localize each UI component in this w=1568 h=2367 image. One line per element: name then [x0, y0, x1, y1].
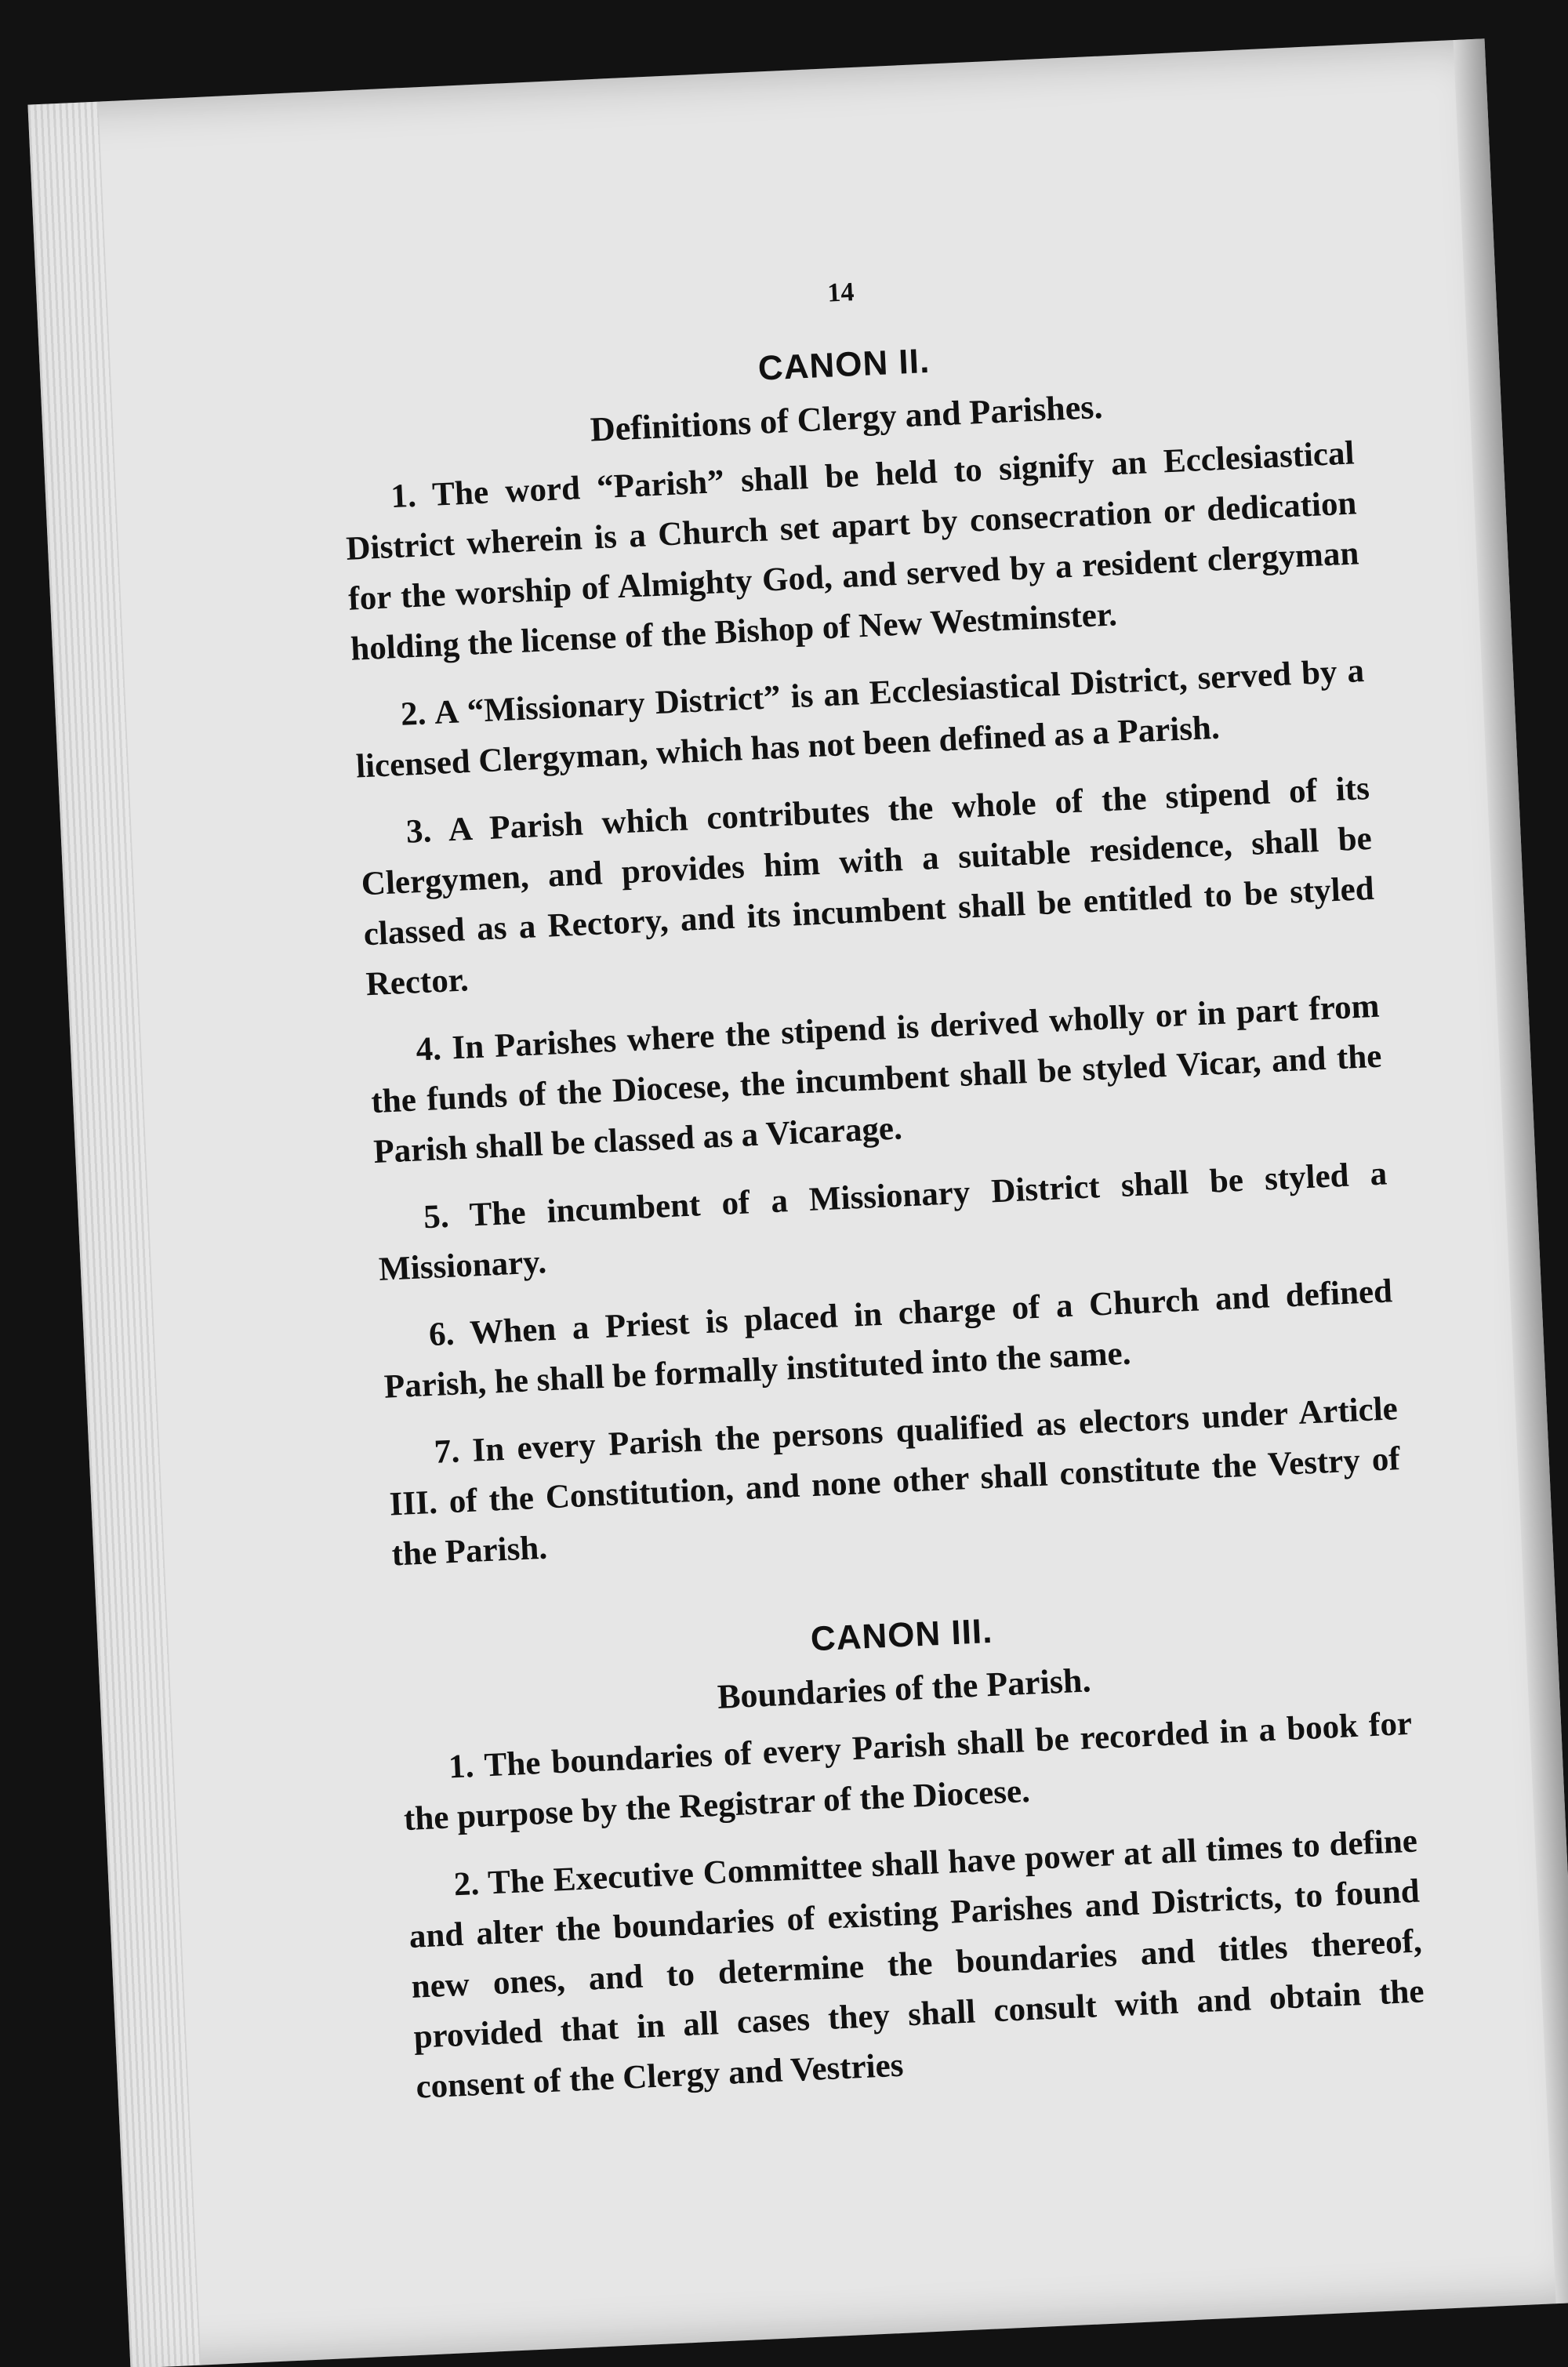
canon-iii-heading: CANON III. — [809, 1611, 994, 1659]
canon-ii-subtitle: Definitions of Clergy and Parishes. — [589, 387, 1104, 449]
canon-iii-paragraph-2: 2. The Executive Committee shall have power at all times to define and alter the boundaries of existing Parishes and Districts, to found new ones, and to determine the boundaries and titles thereof, provided that in all cases they shall consult with and obtain the consent of the Clergy and Vestries — [408, 1822, 1425, 2106]
canon-ii-paragraph-3: 3. A Parish which contributes the whole of the stipend of its Clergymen, and provides him with a suitable residence, shall be classed as a Rectory, and its incumbent shall be entitled to be styled Rector. — [360, 769, 1375, 1004]
canon-ii-heading: CANON II. — [757, 341, 931, 388]
page-edges — [27, 102, 201, 2367]
canon-iii-paragraph-1: 1. The boundaries of every Parish shall be recorded in a book for the purpose by the Registrar of the Diocese. — [403, 1704, 1413, 1839]
canon-ii-paragraph-1: 1. The word “Parish” shall be held to signify an Ecclesiastical District wherein is a Church set apart by consecration or dedication for the worship of Almighty God, and served by a resident clergyman holding the license of the Bishop of New Westminster. — [345, 434, 1360, 668]
canon-ii-paragraph-2: 2. A “Missionary District” is an Ecclesiastical District, served by a licensed Clergyman, which has not been defined as a Parish. — [355, 652, 1365, 786]
canon-ii-paragraph-4: 4. In Parishes where the stipend is derived wholly or in part from the funds of the Diocese, the incumbent shall be styled Vicar, and the Parish shall be classed as a Vicarage. — [370, 987, 1383, 1171]
page-number: 14 — [826, 278, 855, 308]
canon-ii-paragraph-5: 5. The incumbent of a Missionary District shall be styled a Missionary. — [378, 1155, 1388, 1288]
binding-strip — [1454, 38, 1568, 2303]
canon-ii-paragraph-7: 7. In every Parish the persons qualified as electors under Article III. of the Constitution, and none other shall constitute the Vestry of the Parish. — [388, 1390, 1401, 1574]
canon-iii-subtitle: Boundaries of the Parish. — [716, 1661, 1092, 1716]
book-page — [27, 38, 1568, 2367]
canon-ii-paragraph-6: 6. When a Priest is placed in charge of a Church and defined Parish, he shall be formally instituted into the same. — [383, 1272, 1393, 1406]
page-text — [335, 245, 1428, 2130]
